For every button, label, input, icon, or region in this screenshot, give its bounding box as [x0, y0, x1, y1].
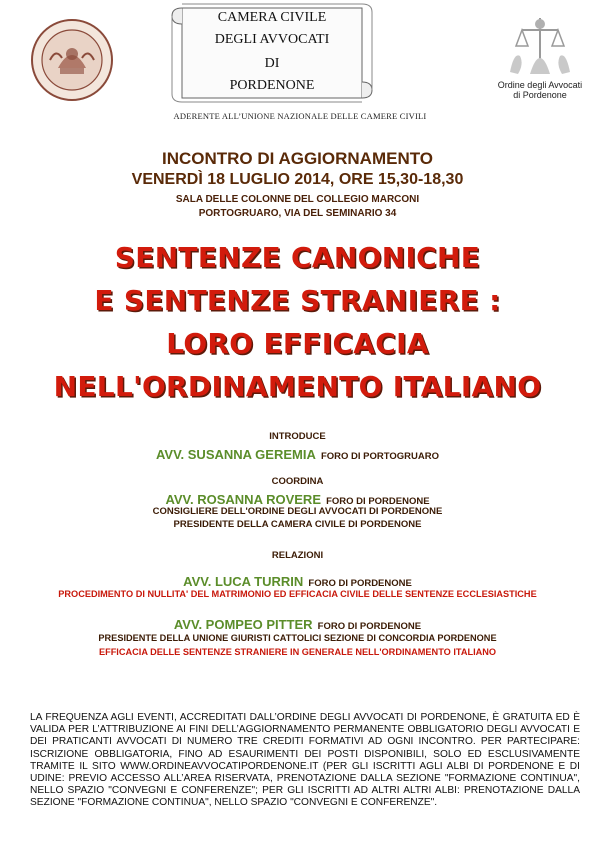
scroll-line-2: DEGLI AVVOCATI — [214, 32, 330, 47]
ordine-avvocati-pordenone-logo — [500, 12, 580, 80]
introduce-name: AVV. SUSANNA GEREMIA — [155, 447, 316, 462]
camera-avvocati-portogruaro-seal — [30, 18, 114, 102]
event-date: VENERDÌ 18 LUGLIO 2014, ORE 15,30-18,30 — [131, 171, 464, 188]
coordina-label: COORDINA — [271, 476, 324, 487]
relatore-2-name: AVV. POMPEO PITTER — [173, 617, 313, 632]
relatore-1-name: AVV. LUCA TURRIN — [183, 574, 304, 589]
adherent-line: ADERENTE ALL’UNIONE NAZIONALE DELLE CAMERE CIVILI — [173, 111, 427, 121]
relatore-2-foro: FORO DI PORDENONE — [317, 621, 422, 632]
introduce-line — [0, 444, 595, 463]
event-address: PORTOGRUARO, VIA DEL SEMINARIO 34 — [198, 208, 397, 219]
coordina-name: AVV. ROSANNA ROVERE — [165, 492, 321, 507]
event-heading: INCONTRO DI AGGIORNAMENTO — [161, 149, 434, 168]
coordina-foro: FORO DI PORDENONE — [326, 496, 430, 507]
title-line-2: E SENTENZE STRANIERE : — [94, 284, 501, 317]
scroll-line-1: CAMERA CIVILE — [217, 10, 327, 25]
logo-text-line-1: Ordine degli Avvocati — [497, 80, 583, 90]
introduce-label: INTRODUCE — [269, 431, 326, 442]
ordine-avvocati-logo-text — [490, 80, 590, 100]
title-line-3: LORO EFFICACIA — [166, 327, 429, 360]
relatore-2-line — [0, 614, 595, 633]
relatore-2-topic: EFFICACIA DELLE SENTENZE STRANIERE IN GENERALE NELL'ORDINAMENTO ITALIANO — [98, 647, 497, 657]
introduce-foro: FORO DI PORTOGRUARO — [320, 451, 440, 462]
relatore-1-topic: PROCEDIMENTO DI NULLITA' DEL MATRIMONIO ED EFFICACIA CIVILE DELLE SENTENZE ECCLESIASTICHE — [58, 589, 537, 599]
relatore-1-foro: FORO DI PORDENONE — [308, 578, 412, 589]
coordina-role-2: PRESIDENTE DELLA CAMERA CIVILE DI PORDENONE — [173, 519, 422, 530]
scroll-line-3: DI — [264, 56, 280, 71]
relatore-2-role: PRESIDENTE DELLA UNIONE GIURISTI CATTOLICI SEZIONE DI CONCORDIA PORDENONE — [98, 633, 497, 643]
title-line-1: SENTENZE CANONICHE — [114, 241, 481, 274]
relatore-1-line — [0, 571, 595, 590]
scroll-line-4: PORDENONE — [229, 78, 315, 93]
event-venue: SALA DELLE COLONNE DEL COLLEGIO MARCONI — [175, 194, 420, 205]
coordina-role-1: CONSIGLIERE DELL'ORDINE DEGLI AVVOCATI DI PORDENONE — [152, 506, 443, 517]
logo-text-line-2: di Pordenone — [513, 90, 567, 100]
relazioni-label: RELAZIONI — [271, 550, 324, 561]
title-line-4: NELL'ORDINAMENTO ITALIANO — [53, 370, 542, 403]
registration-notice: LA FREQUENZA AGLI EVENTI, ACCREDITATI DALL’ORDINE DEGLI AVVOCATI DI PORDENONE, È GRATUITA ED È VALIDA PER L’ATTRIBUZIONE AI FINI DELL’AGGIORNAMENTO PERMANENTE OBBLIGATORIO DEGLI AVVOCATI E DEI PRATICANTI AVVOCATI DI NUMERO TRE CREDITI FORMATIVI AD OGNI INCONTRO. PER PARTECIPARE: ISCRIZIONE OBBLIGATORIA, FINO AD ESAURIMENTI DEI POSTI DISPONIBILI, SOLO ED ESCLUSIVAMENTE TRAMITE IL SITO WWW.ORDINEAVVOCATIPORDENONE.IT (PER GLI ISCRITTI AGLI ALBI DI PORDENONE E DI UDINE: PREVIO ACCESSO ALL’AREA RISERVATA, PRENOTAZIONE DALLA SEZIONE "FORMAZIONE CONTINUA", NELLO SPAZIO "CONVEGNI E CONFERENZE"; PER GLI ISCRITTI AD ALTRI ALTRI ALBI: PRENOTAZIONE DALLA SEZIONE "FORMAZIONE CONTINUA", NELLO SPAZIO "CONVEGNI E CONFERENZE". — [30, 712, 580, 809]
camera-civile-scroll-banner — [168, 2, 376, 106]
